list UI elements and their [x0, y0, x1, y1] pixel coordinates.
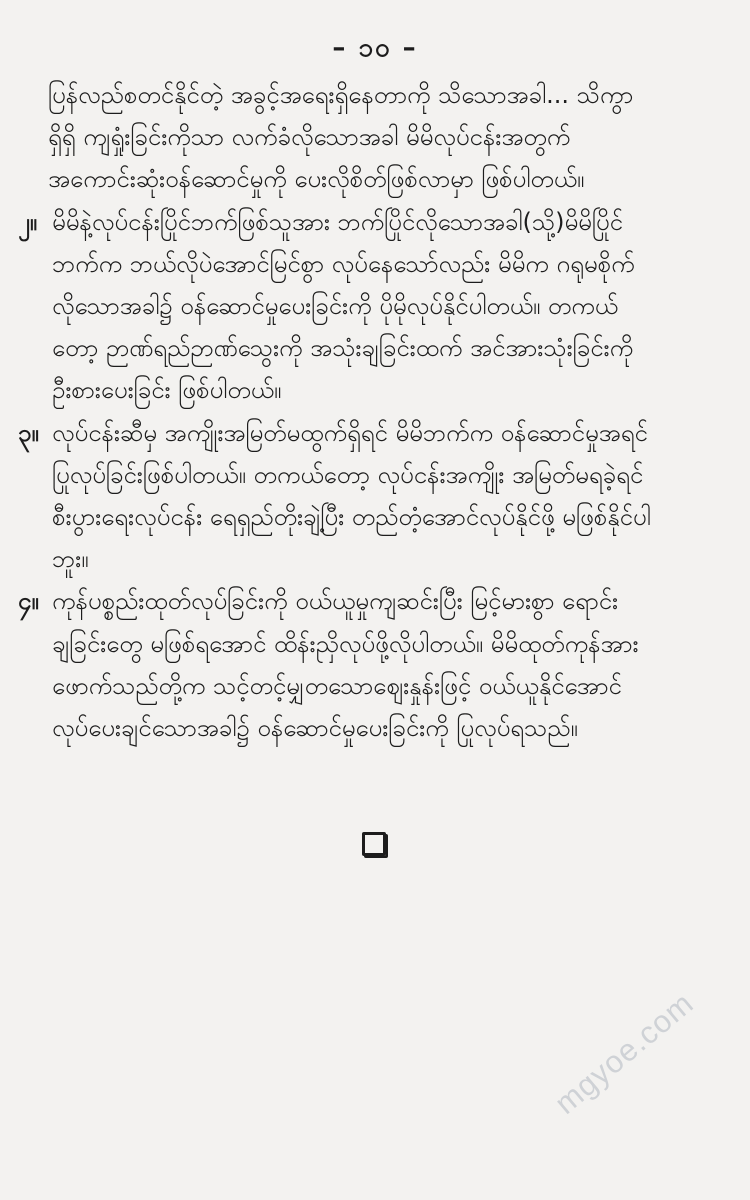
text-line: တော့ ဉာဏ်ရည်ဉာဏ်သွေးကို အသုံးချခြင်းထက် အင်အားသုံးခြင်းကို — [52, 334, 634, 363]
text-line: လုပ်ငန်းဆီမှ အကျိုးအမြတ်မထွက်ရှိရင် မိမိဘက်က ဝန်ဆောင်မှုအရင် — [52, 418, 648, 447]
text-line: ချခြင်းတွေ မဖြစ်ရအောင် ထိန်းညှိလုပ်ဖို့လိုပါတယ်။ မိမိထုတ်ကုန်အား — [52, 629, 639, 658]
text-line: စီးပွားရေးလုပ်ငန်း ရေရှည်တိုးချဲ့ပြီး တည်တံ့အောင်လုပ်နိုင်ဖို့ မဖြစ်နိုင်ပါ — [52, 503, 651, 532]
text-line: ကုန်ပစ္စည်းထုတ်လုပ်ခြင်းကို ဝယ်ယူမှုကျဆင်းပြီး မြင့်မားစွာ ရောင်း — [52, 587, 619, 616]
end-of-section-square-icon — [362, 832, 386, 856]
text-line: မိမိနဲ့လုပ်ငန်းပြိုင်ဘက်ဖြစ်သူအား ဘက်ပြိုင်လိုသောအခါ(သို့)မိမိပြိုင် — [52, 207, 623, 236]
item-text — [52, 580, 730, 749]
text-line: လုပ်ပေးချင်သောအခါ၌ ဝန်ဆောင်မှုပေးခြင်းကို ပြုလုပ်ရသည်။ — [52, 714, 578, 743]
text-line: ဘက်က ဘယ်လိုပဲအောင်မြင်စွာ လုပ်နေသော်လည်း မိမိက ဂရုမစိုက် — [52, 249, 635, 278]
page-body — [18, 74, 730, 749]
text-line: ဖောက်သည်တို့က သင့်တင့်မျှတသောဈေးနှုန်းဖြင့် ဝယ်ယူနိုင်အောင် — [52, 671, 622, 700]
text-line: ဘူး။ — [52, 545, 89, 574]
list-item — [18, 201, 730, 412]
list-item — [18, 580, 730, 749]
text-line: ပြုလုပ်ခြင်းဖြစ်ပါတယ်။ တကယ်တော့ လုပ်ငန်းအကျိုး အမြတ်မရခဲ့ရင် — [52, 460, 644, 489]
intro-paragraph — [18, 74, 730, 201]
item-number: ၂။ — [18, 207, 38, 236]
text-line: ဦးစားပေးခြင်း ဖြစ်ပါတယ်။ — [52, 376, 282, 405]
item-number: ၄။ — [18, 587, 39, 616]
watermark: mgyoe.com — [548, 985, 701, 1121]
text-line: အကောင်းဆုံးဝန်ဆောင်မှုကို ပေးလိုစိတ်ဖြစ်လာမှာ ဖြစ်ပါတယ်။ — [48, 165, 585, 194]
text-line: ရှိရှိ ကျရှုံးခြင်းကိုသာ လက်ခံလိုသောအခါ မိမိလုပ်ငန်းအတွက် — [48, 123, 571, 152]
item-number: ၃။ — [18, 418, 39, 447]
text-line: လိုသောအခါ၌ ဝန်ဆောင်မှုပေးခြင်းကို ပိုမိုလုပ်နိုင်ပါတယ်။ တကယ် — [52, 292, 619, 321]
item-text — [52, 201, 730, 412]
page-number: – ၁၀ – — [332, 33, 418, 63]
text-line: ပြန်လည်စတင်နိုင်တဲ့ အခွင့်အရေးရှိနေတာကို သိသောအခါ... သိကွာ — [48, 81, 634, 109]
item-text — [52, 412, 730, 581]
list-item — [18, 412, 730, 581]
